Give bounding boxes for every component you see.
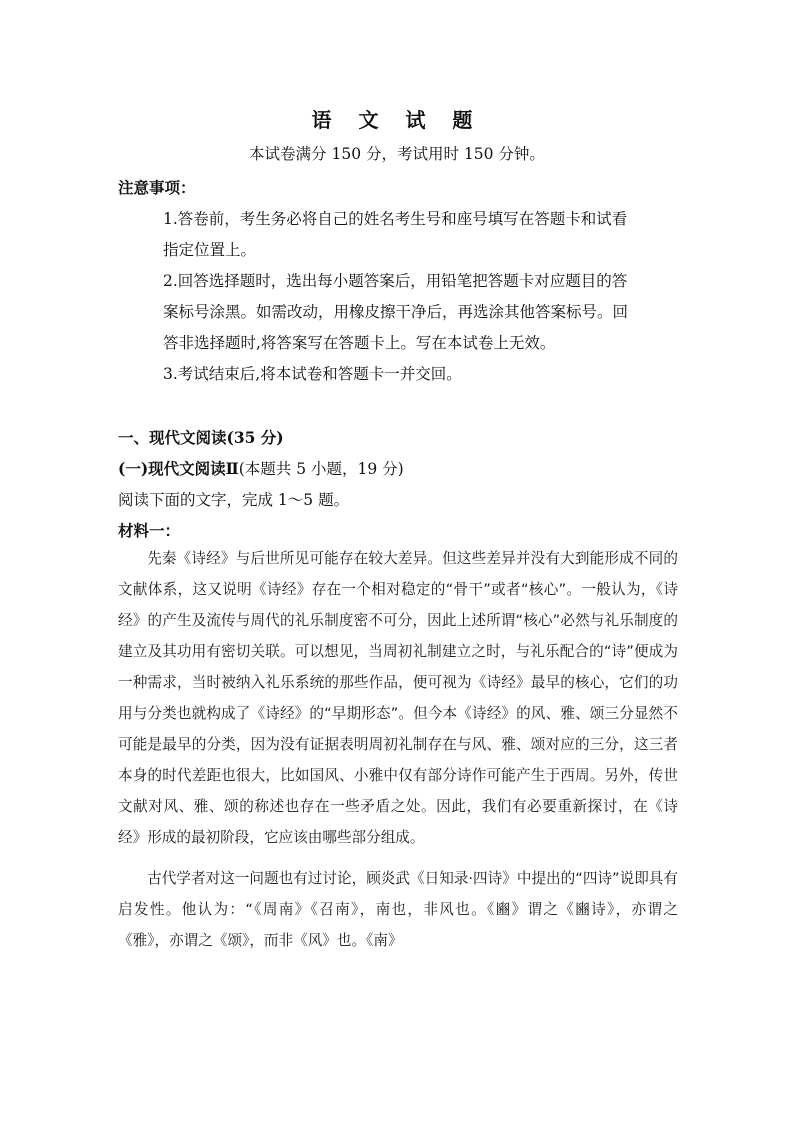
page-title: 语 文 试 题 bbox=[311, 108, 483, 132]
notice-line: 3.考试结束后,将本试卷和答题卡一并交回。 bbox=[163, 365, 462, 383]
material-label: 材料一： bbox=[118, 521, 181, 540]
reading-passage bbox=[118, 543, 678, 956]
notice-line: 指定位置上。 bbox=[163, 241, 257, 259]
passage-paragraph: 古代学者对这一问题也有过讨论，顾炎武《日知录·四诗》中提出的“四诗”说即具有启发性。他认为：“《周南》《召南》，南也，非风也。《豳》谓之《豳诗》，亦谓之《雅》，亦谓之《颂》，而非《风》也。《南》 bbox=[118, 870, 678, 949]
notice-line: 2.回答选择题时，选出每小题答案后，用铅笔把答题卡对应题目的答 bbox=[163, 272, 628, 290]
exam-subtitle: 本试卷满分 150 分，考试用时 150 分钟。 bbox=[249, 145, 545, 163]
passage-paragraph: 先秦《诗经》与后世所见可能存在较大差异。但这些差异并没有大到能形成不同的文献体系，这又说明《诗经》存在一个相对稳定的“骨干”或者“核心”。一般认为，《诗经》的产生及流传与周代的礼乐制度密不可分，因此上述所谓“核心”必然与礼乐制度的建立及其功用有密切关联。可以想见，当周初礼制建立之时，与礼乐配合的“诗”便成为一种需求，当时被纳入礼乐系统的那些作品，便可视为《诗经》最早的核心，它们的功用与分类也就构成了《诗经》的“早期形态”。但今本《诗经》的风、雅、颂三分显然不可能是最早的分类，因为没有证据表明周初礼制存在与风、雅、颂对应的三分，这三者本身的时代差距也很大，比如国风、小雅中仅有部分诗作可能产生于西周。另外，传世文献对风、雅、颂的称述也存在一些矛盾之处。因此，我们有必要重新探讨，在《诗经》形成的最初阶段，它应该由哪些部分组成。 bbox=[118, 550, 678, 846]
notice-line: 1.答卷前，考生务必将自己的姓名考生号和座号填写在答题卡和试看 bbox=[163, 210, 628, 228]
notice-line: 答非选择题时,将答案写在答题卡上。写在本试卷上无效。 bbox=[163, 334, 556, 352]
reading-instruction: 阅读下面的文字，完成 1～5 题。 bbox=[118, 491, 350, 509]
notice-heading: 注意事项： bbox=[118, 178, 196, 197]
subsection-title: (一)现代文阅读Ⅱ bbox=[118, 459, 239, 478]
subsection-note: (本题共 5 小题，19 分) bbox=[238, 460, 404, 478]
subsection-heading bbox=[118, 457, 404, 479]
notice-line: 案标号涂黑。如需改动，用橡皮擦干净后，再选涂其他答案标号。回 bbox=[163, 303, 629, 321]
section-heading: 一、现代文阅读(35 分) bbox=[118, 428, 284, 447]
